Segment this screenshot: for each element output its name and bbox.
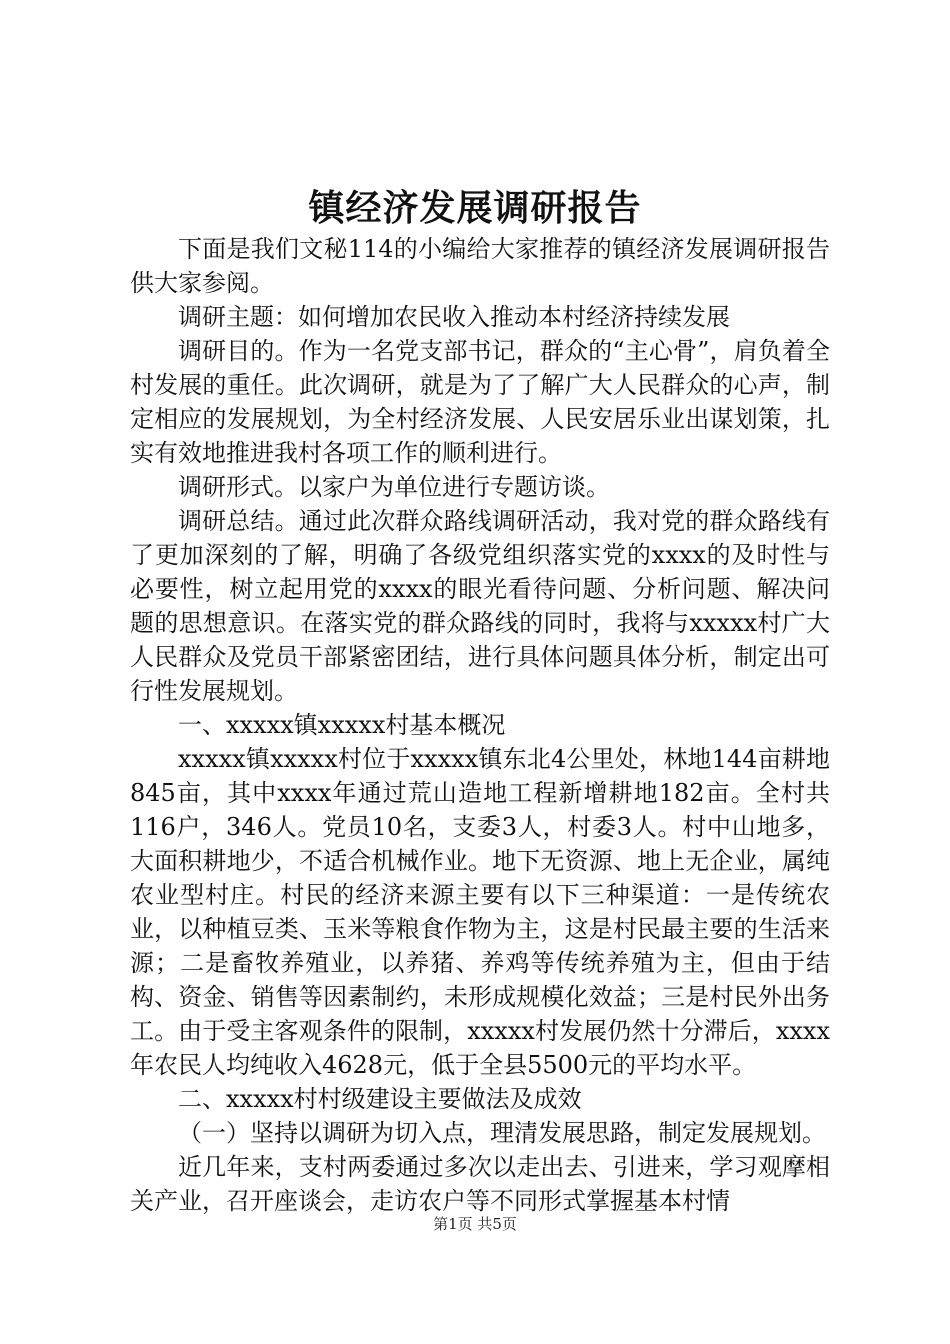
section-heading-2: 二、xxxxx村村级建设主要做法及成效 [178, 1085, 582, 1113]
document-title: 镇经济发展调研报告 [308, 187, 642, 229]
village-overview-paragraph: xxxxx镇xxxxx村位于xxxxx镇东北4公里处，林地144亩耕地845亩，其中xxxx年通过荒山造地工程新增耕地182亩。全村共116户，346人。党员10名，支委3人，村委3人。村中山地多，大面积耕地少，不适合机械作业。地下无资源、地上无企业，属纯农业型村庄。村民的经济来源主要有以下三种渠道：一是传统农业，以种植豆类、玉米等粮食作物为主，这是村民最主要的生活来源；二是畜牧养殖业，以养猪、养鸡等传统养殖为主，但由于结构、资金、销售等因素制约，未形成规模化效益；三是村民外出务工。由于受主客观条件的限制，xxxxx村发展仍然十分滞后，xxxx年农民人均纯收入4628元，低于全县5500元的平均水平。 [130, 745, 830, 1079]
section-heading-1: 一、xxxxx镇xxxxx村基本概况 [178, 711, 506, 739]
subsection-heading-1: （一）坚持以调研为切入点，理清发展思路，制定发展规划。 [178, 1119, 826, 1147]
page-footer: 第1页 共5页 [433, 1215, 517, 1233]
research-summary-paragraph: 调研总结。通过此次群众路线调研活动，我对党的群众路线有了更加深刻的了解，明确了各级党组织落实党的xxxx的及时性与必要性，树立起用党的xxxx的眼光看待问题、分析问题、解决问题的思想意识。在落实党的群众路线的同时，我将与xxxxx村广大人民群众及党员干部紧密团结，进行具体问题具体分析，制定出可行性发展规划。 [130, 507, 830, 705]
intro-paragraph: 下面是我们文秘114的小编给大家推荐的镇经济发展调研报告供大家参阅。 [130, 235, 830, 297]
research-topic-paragraph: 调研主题：如何增加农民收入推动本村经济持续发展 [178, 303, 730, 331]
document-body [130, 232, 830, 1218]
research-format-paragraph: 调研形式。以家户为单位进行专题访谈。 [178, 473, 610, 501]
research-purpose-paragraph: 调研目的。作为一名党支部书记，群众的“主心骨”，肩负着全村发展的重任。此次调研，就是为了了解广大人民群众的心声，制定相应的发展规划，为全村经济发展、人民安居乐业出谋划策，扎实有效地推进我村各项工作的顺利进行。 [130, 337, 830, 467]
recent-years-paragraph: 近几年来，支村两委通过多次以走出去、引进来，学习观摩相关产业，召开座谈会，走访农户等不同形式掌握基本村情 [130, 1153, 830, 1215]
